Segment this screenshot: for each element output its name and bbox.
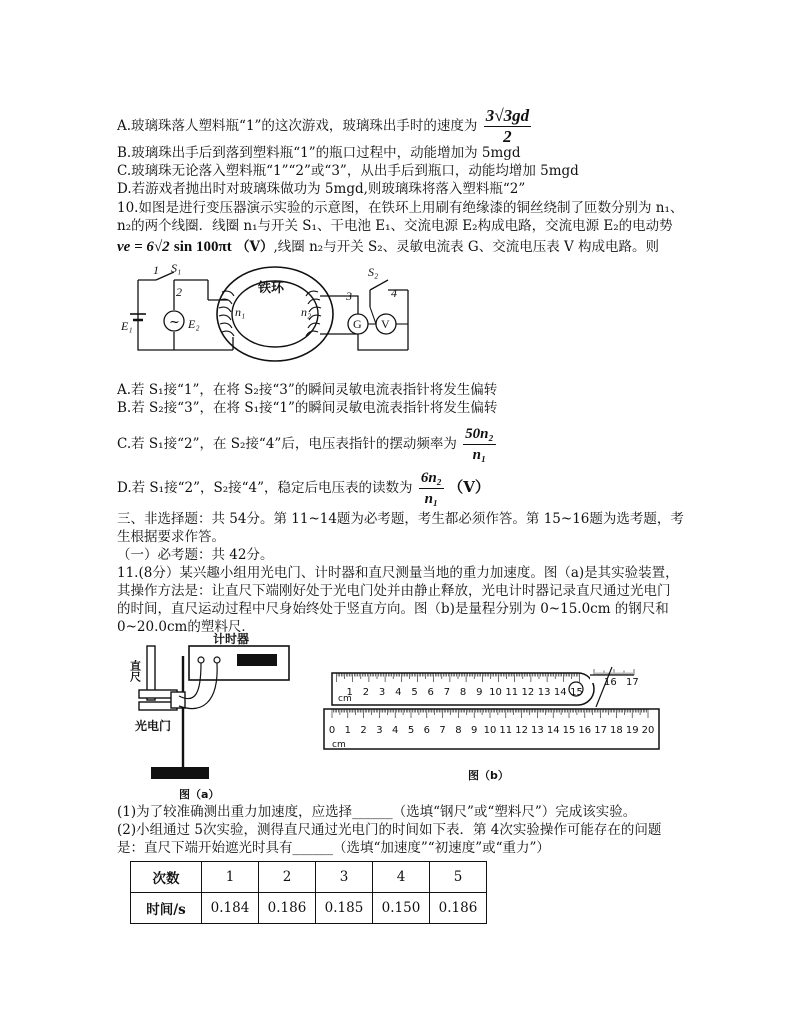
table-header-cell: 1 [202, 862, 259, 893]
section3-line-2: 生根据要求作答。 [117, 529, 225, 545]
label-terminal-4: 4 [391, 286, 397, 300]
table-header-cell: 2 [259, 862, 316, 893]
callout-tick-label: 17 [626, 677, 639, 688]
plastic-ruler-tick-label: 2 [360, 725, 367, 736]
steel-ruler-tick-label: 4 [395, 687, 402, 698]
table-header-cell: 次数 [131, 862, 202, 893]
q11-line-4: 0~20.0cm的塑料尺． [117, 619, 255, 635]
timer-display [237, 654, 277, 666]
label-iron-ring: 铁环 [258, 281, 285, 296]
section3-line-1: 三、非选择题：共 54分。第 11~14题为必考题，考生都必须作答。第 15~16题为选考题，考 [117, 511, 684, 527]
figure-b-caption: 图（b） [468, 769, 509, 782]
q10-option-c-text: C.若 S₁接“2”，在 S₂接“4”后，电压表指针的摆动频率为 [117, 436, 457, 452]
q10-option-c-line [117, 424, 496, 465]
plastic-ruler-tick-label: 0 [328, 725, 336, 736]
steel-ruler-tick-label: 2 [362, 687, 370, 698]
plastic-ruler-tick-label: 13 [531, 725, 544, 736]
label-s1: S₁ [171, 261, 182, 275]
table-cell: 0.185 [316, 893, 373, 924]
label-ruler: 直尺 [128, 660, 142, 682]
plastic-ruler-unit: cm [332, 740, 346, 750]
q10-line-3-text: ,线圈 n₂与开关 S₂、灵敏电流表 G、交流电压表 V 构成电路。则 [273, 239, 660, 255]
label-e1: E₁ [121, 319, 133, 333]
steel-ruler-tick-label: 11 [505, 687, 519, 698]
plastic-ruler-tick-label: 16 [578, 725, 592, 736]
plastic-ruler-tick-label: 3 [376, 725, 383, 736]
section3-subheading: （一）必考题：共 42分。 [117, 547, 274, 563]
plastic-ruler-tick-label: 7 [439, 725, 446, 736]
table-cell: 0.186 [259, 893, 316, 924]
q11-line-2: 其操作方法是：让直尺下端刚好处于光电门处并由静止释放，光电计时器记录直尺通过光电门 [117, 583, 671, 599]
table-row [131, 862, 487, 893]
steel-ruler-unit: cm [338, 694, 352, 704]
option-b-line: B.玻璃珠出手后到落到塑料瓶“1”的瓶口过程中，动能增加为 5mgd [117, 145, 521, 161]
plastic-ruler-tick-label: 11 [499, 725, 513, 736]
plastic-ruler-tick-label: 8 [455, 725, 462, 736]
steel-ruler-tick-label: 5 [411, 687, 418, 698]
q11-subquestion-2: (2)小组通过 5次实验，测得直尺通过光电门的时间如下表．第 4次实验操作可能存在的问题 [117, 822, 662, 838]
plastic-ruler-tick-label: 15 [562, 725, 576, 736]
q10-option-d-text: D.若 S₁接“2”，S₂接“4”，稳定后电压表的读数为 [117, 480, 413, 496]
q10-option-d-numerator: 6n₂ [419, 468, 444, 489]
table-header-cell: 4 [373, 862, 430, 893]
label-terminal-3: 3 [346, 289, 352, 303]
steel-ruler-tick-label: 9 [476, 687, 483, 698]
steel-ruler-tick-label: 6 [427, 687, 434, 698]
label-terminal-2: 2 [176, 285, 182, 299]
option-a-numerator: 3√3gd [485, 106, 530, 125]
q10-option-a: A.若 S₁接“1”，在将 S₂接“3”的瞬间灵敏电流表指针将发生偏转 [117, 382, 498, 398]
q10-option-d-formula [419, 468, 444, 509]
photogate-clamp [171, 692, 185, 708]
emf-formula-lhs: ve = 6 [117, 239, 154, 255]
table-header-cell: 3 [316, 862, 373, 893]
label-photogate: 光电门 [135, 719, 172, 733]
q10-line-3 [117, 239, 659, 256]
steel-ruler-tick-label: 7 [443, 687, 451, 698]
steel-ruler-tick-label: 14 [553, 687, 567, 698]
q11-line-1: 11.(8分）某兴趣小组用光电门、计时器和直尺测量当地的重力加速度。图（a)是其实验装置， [117, 565, 679, 581]
option-a-denominator: 2 [503, 127, 512, 146]
label-galvanometer: G [353, 317, 362, 331]
steel-ruler-tick-label: 13 [537, 687, 551, 698]
figure-b-rulers [318, 655, 663, 785]
table-cell: 0.186 [430, 893, 487, 924]
option-c-line: C.玻璃珠无论落入塑料瓶“1”“2”或“3”，从出手后到瓶口，动能均增加 5mgd [117, 163, 579, 179]
label-voltmeter: V [381, 317, 390, 331]
q10-line-1: 10.如图是进行变压器演示实验的示意图，在铁环上用刷有绝缘漆的铜丝绕制了匝数分别为 n₁、 [117, 200, 684, 216]
plastic-ruler-tick-label: 20 [641, 725, 655, 736]
callout-tick-label: 16 [604, 677, 617, 688]
ac-source-symbol: ~ [169, 315, 180, 330]
label-n2: n₂ [301, 305, 312, 319]
timer-terminal-icon [214, 657, 220, 663]
figure-a-apparatus [128, 632, 295, 801]
plastic-ruler-tick-label: 6 [423, 725, 430, 736]
timer-terminal-icon [198, 657, 204, 663]
steel-ruler-tick-label: 3 [378, 687, 386, 698]
option-a-line [117, 106, 531, 147]
q11-line-3: 的时间，直尺运动过程中尺身始终处于竖直方向。图（b)是量程分别为 0~15.0cm 的钢尺和 [117, 601, 669, 617]
q10-option-d-denominator: n₁ [424, 491, 439, 507]
option-a-text: A.玻璃珠落人塑料瓶“1”的这次游戏，玻璃珠出手时的速度为 [117, 118, 478, 134]
label-terminal-1: 1 [153, 263, 159, 277]
label-n1: n₁ [235, 305, 246, 319]
plastic-ruler-tick-label: 9 [471, 725, 478, 736]
steel-ruler-tick-label: 1 [346, 687, 353, 698]
q10-option-c-numerator: 50n₂ [463, 424, 496, 445]
q10-option-b: B.若 S₂接“3”，在将 S₁接“1”的瞬间灵敏电流表指针将发生偏转 [117, 400, 498, 416]
plastic-ruler-tick-label: 19 [625, 725, 639, 736]
plastic-ruler-tick-label: 5 [407, 725, 415, 736]
q10-line-2: n₂的两个线圈．线圈 n₁与开关 S₁、干电池 E₁、交流电源 E₂构成电路，交流电源 E₂的电动势 [117, 218, 673, 234]
q11-subquestion-3: 是：直尺下端开始遮光时具有______（选填“加速度”“初速度”或“重力”） [117, 840, 550, 856]
plastic-ruler-tick-label: 18 [610, 725, 623, 736]
steel-ruler-tick-label: 8 [459, 687, 467, 698]
plastic-ruler-tick-label: 12 [515, 725, 528, 736]
plastic-ruler-tick-label: 1 [344, 725, 351, 736]
plastic-ruler-tick-label: 10 [483, 725, 497, 736]
q10-option-d-line [117, 468, 490, 509]
q10-option-c-formula [463, 424, 496, 465]
steel-ruler-tick-label: 15 [570, 687, 583, 698]
label-s2: S₂ [368, 265, 379, 279]
steel-ruler-tick-label: 12 [521, 687, 535, 698]
emf-formula-sin: sin 100πt [173, 239, 232, 255]
transformer-circuit-diagram [118, 262, 410, 368]
table-row-label: 时间/s [131, 893, 202, 924]
figure-a-caption: 图（a） [179, 788, 220, 801]
label-e2: E₂ [188, 317, 200, 331]
plastic-ruler-tick-label: 17 [594, 725, 607, 736]
table-cell: 0.150 [373, 893, 430, 924]
option-a-formula [484, 106, 531, 147]
plastic-ruler-tick-label: 4 [392, 725, 399, 736]
table-row [131, 893, 487, 924]
steel-ruler-tick-label: 10 [489, 687, 502, 698]
table-cell: 0.184 [202, 893, 259, 924]
table-header-cell: 5 [430, 862, 487, 893]
timing-data-table [130, 861, 487, 924]
label-timer: 计时器 [213, 632, 250, 646]
q10-option-d-unit: （V） [448, 478, 490, 496]
option-d-line: D.若游戏者抛出时对玻璃珠做功为 5mgd,则玻璃珠将落入塑料瓶“2” [117, 181, 526, 197]
stand-base [151, 767, 209, 779]
q10-option-c-denominator: n₁ [472, 447, 487, 463]
plastic-ruler-tick-label: 14 [546, 725, 560, 736]
emf-formula-unit: （V） [236, 239, 274, 255]
emf-formula-sqrt: √2 [153, 239, 170, 255]
q11-subquestion-1: (1)为了较准确测出重力加速度，应选择______（选填“钢尺”或“塑料尺”）完成该实验。 [117, 804, 637, 820]
